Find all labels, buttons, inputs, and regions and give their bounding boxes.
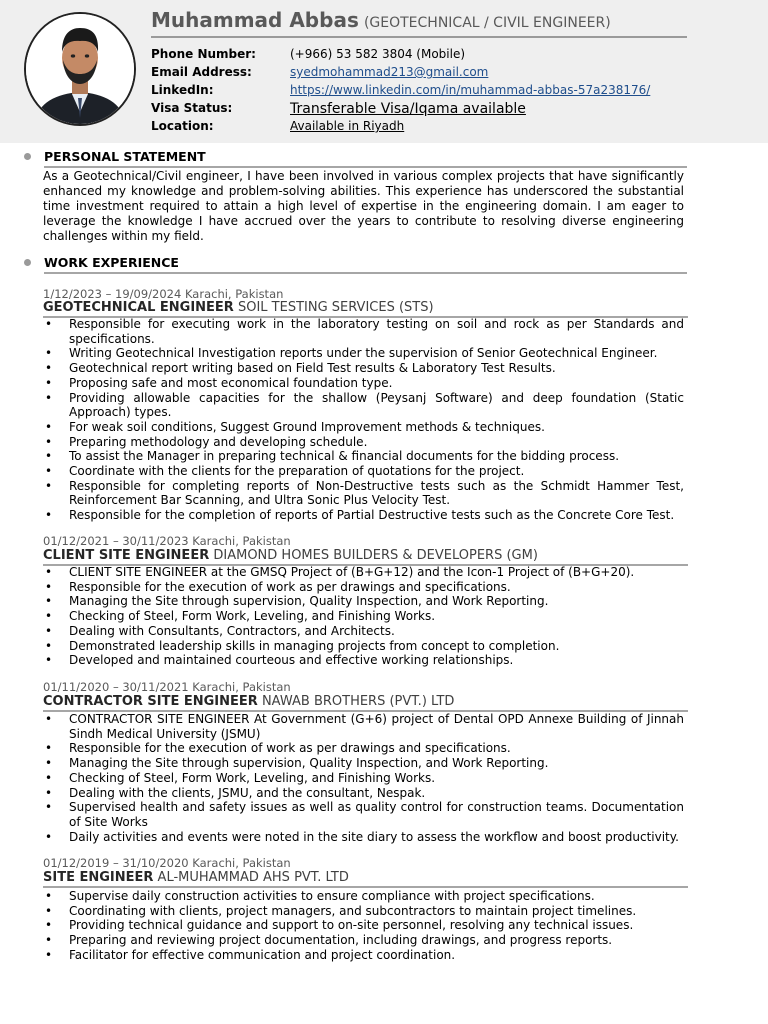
duty-item: • Developed and maintained courteous and effective working relationships. [43, 653, 684, 668]
job-role: GEOTECHNICAL ENGINEER [43, 300, 234, 315]
duty-item: • Dealing with Consultants, Contractors, and Architects. [43, 624, 684, 639]
duty-item: • Daily activities and events were noted in the site diary to assess the workflow and boost productivity. [43, 830, 684, 845]
personal-statement-text: As a Geotechnical/Civil engineer, I have been involved in various complex projects that have significantly enhanced my knowledge and problem-solving abilities. This experience has underscored the substantial time investment required to attain a high level of expertise in the engineering domain. I am eager to leverage the knowledge I have accrued over the years to contribute to resolving diverse engineering challenges within my field. [43, 169, 684, 243]
job-duties [43, 565, 684, 668]
location-value: Available in Riyadh [290, 119, 405, 133]
linkedin-label: LinkedIn: [151, 83, 214, 97]
duty-item: • Responsible for executing work in the laboratory testing on soil and rock as per Standards and specifications. [43, 317, 684, 346]
job-company: AL-MUHAMMAD AHS PVT. LTD [157, 870, 349, 885]
job-title [43, 694, 688, 712]
candidate-role: (GEOTECHNICAL / CIVIL ENGINEER) [363, 15, 611, 31]
job-date: 01/12/2019 – 31/10/2020 Karachi, Pakistan [43, 856, 291, 870]
section-title: PERSONAL STATEMENT [44, 149, 206, 164]
duty-item: • CONTRACTOR SITE ENGINEER At Government (G+6) project of Dental OPD Annexe Building of Jinnah Sindh Medical University (JSMU) [43, 712, 684, 741]
duty-item: • Providing technical guidance and support to on-site personnel, resolving any technical issues. [43, 918, 684, 933]
email-link[interactable]: syedmohammad213@gmail.com [290, 65, 489, 79]
duty-item: • Responsible for completing reports of Non-Destructive tests such as the Schmidt Hammer Test, Reinforcement Bar Scanning, and Ultra Sonic Plus Velocity Test. [43, 479, 684, 508]
profile-photo [24, 12, 136, 126]
job-date: 01/11/2020 – 30/11/2021 Karachi, Pakistan [43, 680, 291, 694]
duty-item: • For weak soil conditions, Suggest Ground Improvement methods & techniques. [43, 420, 684, 435]
candidate-name: Muhammad Abbas [151, 8, 359, 32]
personal-statement-heading [24, 149, 688, 169]
job-date: 01/12/2021 – 30/11/2023 Karachi, Pakistan [43, 534, 291, 548]
profile-photo-illustration [26, 14, 134, 124]
duty-item: • To assist the Manager in preparing technical & financial documents for the bidding process. [43, 449, 684, 464]
location-label: Location: [151, 119, 214, 133]
section-title: WORK EXPERIENCE [44, 255, 179, 270]
duty-item: • Providing allowable capacities for the shallow (Peysanj Software) and deep foundation (Static Approach) types. [43, 391, 684, 420]
visa-label: Visa Status: [151, 101, 233, 115]
duty-item: • Preparing methodology and developing schedule. [43, 435, 684, 450]
email-label: Email Address: [151, 65, 252, 79]
job-company: NAWAB BROTHERS (PVT.) LTD [261, 694, 455, 709]
duty-item: • Preparing and reviewing project documentation, including drawings, and progress reports. [43, 933, 684, 948]
duty-item: • Managing the Site through supervision, Quality Inspection, and Work Reporting. [43, 756, 684, 771]
job-title [43, 548, 688, 566]
duty-item: • Facilitator for effective communication and project coordination. [43, 948, 684, 963]
job-role: SITE ENGINEER [43, 870, 154, 885]
visa-value: Transferable Visa/Iqama available [290, 101, 526, 117]
job-title [43, 300, 688, 318]
duty-item: • CLIENT SITE ENGINEER at the GMSQ Project of (B+G+12) and the Icon-1 Project of (B+G+20). [43, 565, 684, 580]
job-company: DIAMOND HOMES BUILDERS & DEVELOPERS (GM) [213, 548, 538, 563]
duty-item: • Checking of Steel, Form Work, Leveling, and Finishing Works. [43, 771, 684, 786]
duty-item: • Supervised health and safety issues as well as quality control for construction teams. Documentation of Site Works [43, 800, 684, 829]
duty-item: • Geotechnical report writing based on Field Test results & Laboratory Test Results. [43, 361, 684, 376]
duty-item: • Responsible for the execution of work as per drawings and specifications. [43, 741, 684, 756]
phone-value: (+966) 53 582 3804 (Mobile) [290, 47, 466, 61]
duty-item: • Responsible for the execution of work as per drawings and specifications. [43, 580, 684, 595]
linkedin-link[interactable]: https://www.linkedin.com/in/muhammad-abbas-57a238176/ [290, 83, 651, 97]
work-experience-heading [24, 255, 688, 275]
section-divider [44, 272, 687, 274]
duty-item: • Coordinating with clients, project managers, and subcontractors to maintain project timelines. [43, 904, 684, 919]
duty-item: • Checking of Steel, Form Work, Leveling, and Finishing Works. [43, 609, 684, 624]
job-role: CONTRACTOR SITE ENGINEER [43, 694, 258, 709]
section-bullet-icon [24, 259, 31, 266]
duty-item: • Responsible for the completion of reports of Partial Destructive tests such as the Concrete Core Test. [43, 508, 684, 523]
duty-item: • Writing Geotechnical Investigation reports under the supervision of Senior Geotechnical Engineer. [43, 346, 684, 361]
name-heading [151, 8, 687, 38]
duty-item: • Coordinate with the clients for the preparation of quotations for the project. [43, 464, 684, 479]
duty-item: • Supervise daily construction activities to ensure compliance with project specifications. [43, 889, 684, 904]
duty-item: • Managing the Site through supervision, Quality Inspection, and Work Reporting. [43, 594, 684, 609]
duty-item: • Demonstrated leadership skills in managing projects from concept to completion. [43, 639, 684, 654]
job-duties [43, 889, 684, 963]
job-date: 1/12/2023 – 19/09/2024 Karachi, Pakistan [43, 287, 284, 301]
section-bullet-icon [24, 153, 31, 160]
phone-label: Phone Number: [151, 47, 256, 61]
job-title [43, 870, 688, 888]
job-role: CLIENT SITE ENGINEER [43, 548, 210, 563]
section-divider [44, 166, 687, 168]
job-duties [43, 317, 684, 523]
duty-item: • Dealing with the clients, JSMU, and the consultant, Nespak. [43, 786, 684, 801]
job-duties [43, 712, 684, 844]
duty-item: • Proposing safe and most economical foundation type. [43, 376, 684, 391]
job-company: SOIL TESTING SERVICES (STS) [237, 300, 434, 315]
